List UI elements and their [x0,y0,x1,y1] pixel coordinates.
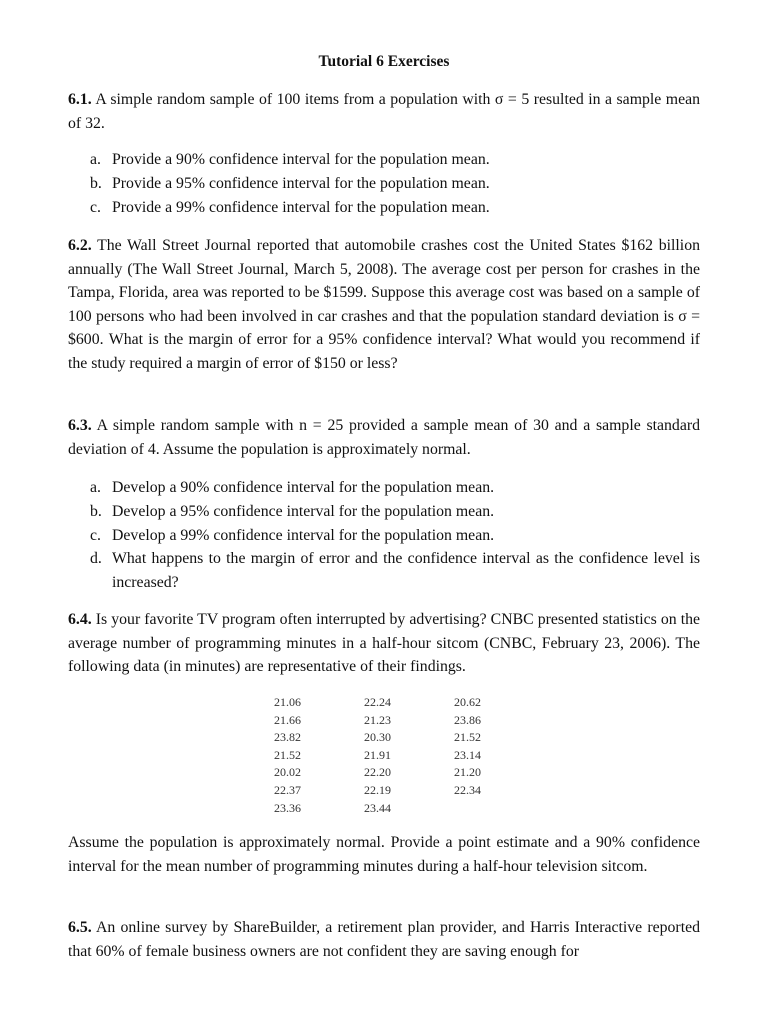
table-cell: 20.30 [364,730,391,745]
table-row [274,747,514,765]
page-title: Tutorial 6 Exercises [318,53,450,70]
table-row [274,729,514,747]
exercise-text: An online survey by ShareBuilder, a retirement plan provider, and Harris Interactive reported that 60% of female business owners are not confident they are saving enough for [68,919,700,960]
item-label: a. [90,151,101,168]
table-cell: 22.37 [274,782,301,797]
table-cell: 21.66 [274,712,301,727]
exercise-number: 6.5. [68,919,92,936]
table-cell: 22.19 [364,782,391,797]
list-item [90,524,700,548]
list-item [90,547,700,595]
exercise-6-3 [68,414,700,461]
item-text: Develop a 95% confidence interval for the population mean. [112,502,495,520]
item-label: a. [90,479,101,496]
item-text: Develop a 99% confidence interval for the population mean. [112,526,495,544]
item-text: Provide a 90% confidence interval for the population mean. [112,151,490,168]
table-cell: 22.34 [454,782,481,797]
data-table [274,694,514,817]
table-cell: 21.52 [274,747,301,762]
exercise-number: 6.1. [68,91,92,108]
list-item [90,148,700,172]
item-text: Provide a 95% confidence interval for the population mean. [112,174,490,192]
table-cell: 23.44 [364,800,391,815]
exercise-6-2 [68,234,700,376]
exercise-number: 6.3. [68,417,92,434]
exercise-6-3-items [90,476,700,595]
table-cell: 20.62 [454,695,481,709]
exercise-number: 6.2. [68,237,92,254]
list-item [90,196,700,220]
table-cell: 21.91 [364,747,391,762]
table-cell [454,800,514,818]
exercise-6-5 [68,916,700,963]
exercise-text: A simple random sample with n = 25 provided a sample mean of 30 and a sample standard deviation of 4. Assume the population is approximately normal. [68,417,700,458]
list-item [90,172,700,196]
list-item [90,476,700,500]
table-row [274,694,514,712]
table-cell: 23.86 [454,712,481,727]
exercise-text: Is your favorite TV program often interrupted by advertising? CNBC presented statistics on the average number of programming minutes in a half-hour sitcom (CNBC, February 23, 2006). The following data (in minutes) are representative of their findings. [68,611,700,676]
item-text: What happens to the margin of error and the confidence interval as the confidence level is increased? [112,550,700,592]
exercise-6-4 [68,608,700,679]
exercise-6-1-items [90,148,700,219]
item-text: Provide a 99% confidence interval for the population mean. [112,198,490,216]
table-cell: 21.52 [454,730,481,745]
table-cell: 21.06 [274,695,301,709]
item-text: Develop a 90% confidence interval for the population mean. [112,479,495,496]
table-row [274,712,514,730]
table-cell: 21.20 [454,765,481,780]
table-cell: 23.36 [274,800,301,815]
item-label: d. [90,550,102,568]
exercise-6-1 [68,88,700,135]
exercise-text: A simple random sample of 100 items from a population with σ = 5 resulted in a sample mean of 32. [68,91,700,132]
table-row [274,782,514,800]
table-cell: 20.02 [274,765,301,780]
table-row [274,800,514,818]
exercise-number: 6.4. [68,611,92,628]
item-label: b. [90,502,102,520]
item-label: c. [90,198,101,216]
exercise-6-4-followup: Assume the population is approximately normal. Provide a point estimate and a 90% confidence interval for the mean number of programming minutes during a half-hour television sitcom. [68,834,700,875]
table-cell: 23.82 [274,730,301,745]
table-cell: 22.24 [364,695,391,709]
item-label: b. [90,174,102,192]
exercise-text: The Wall Street Journal reported that automobile crashes cost the United States $162 billion annually (The Wall Street Journal, March 5, 2008). The average cost per person for crashes in the Tampa, Florida, area was reported to be $1599. Suppose this average cost was based on a sample of 100 persons who had been involved in car crashes and that the population standard deviation is σ = $600. What is the margin of error for a 95% confidence interval? What would you recommend if the study required a margin of error of $150 or less? [68,237,700,372]
list-item [90,500,700,524]
table-row [274,764,514,782]
table-cell: 23.14 [454,747,481,762]
item-label: c. [90,526,101,544]
table-cell: 21.23 [364,712,391,727]
table-cell: 22.20 [364,765,391,780]
